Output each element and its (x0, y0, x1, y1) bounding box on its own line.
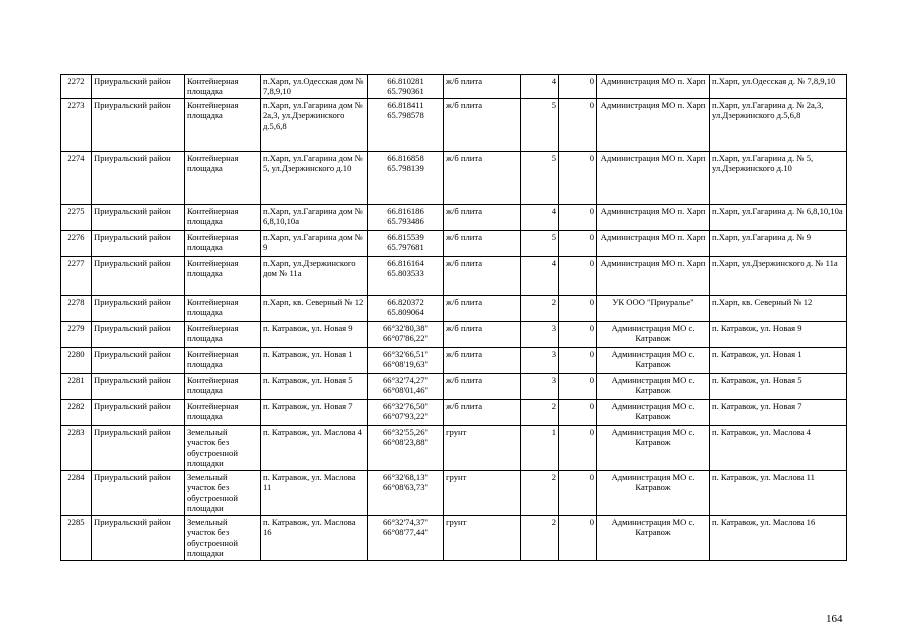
district-cell: Приуральский район (92, 425, 185, 470)
count-cell: 0 (559, 151, 597, 204)
surface-cell: ж/б плита (444, 321, 521, 347)
district-cell: Приуральский район (92, 98, 185, 151)
row-number-cell: 2281 (61, 373, 92, 399)
count-cell: 0 (559, 470, 597, 515)
coordinates-cell: 66°32'80,38" 66°07'86,22" (368, 321, 444, 347)
coordinates-cell: 66°32'66,51" 66°08'19,63" (368, 347, 444, 373)
site-type-cell: Контейнерная площадка (185, 295, 261, 321)
site-type-cell: Контейнерная площадка (185, 98, 261, 151)
surface-cell: ж/б плита (444, 399, 521, 425)
coordinates-cell: 66.816186 65.793486 (368, 204, 444, 230)
table-row (61, 75, 847, 99)
surface-cell: ж/б плита (444, 373, 521, 399)
row-number-cell: 2275 (61, 204, 92, 230)
row-number-cell: 2273 (61, 98, 92, 151)
count-cell: 0 (559, 515, 597, 560)
served-objects-cell: п.Харп, ул.Одесская д. № 7,8,9,10 (710, 75, 847, 99)
surface-cell: ж/б плита (444, 151, 521, 204)
table-body (61, 75, 847, 561)
owner-cell: Администрация МО с. Катравож (597, 470, 710, 515)
district-cell: Приуральский район (92, 75, 185, 99)
site-type-cell: Контейнерная площадка (185, 230, 261, 256)
site-type-cell: Земельный участок без обустроенной площадки (185, 470, 261, 515)
coordinates-cell: 66°32'74,37" 66°08'77,44" (368, 515, 444, 560)
coordinates-cell: 66.810281 65.790361 (368, 75, 444, 99)
district-cell: Приуральский район (92, 230, 185, 256)
coordinates-cell: 66°32'55,26" 66°08'23,88" (368, 425, 444, 470)
coordinates-cell: 66.815539 65.797681 (368, 230, 444, 256)
table-row (61, 256, 847, 295)
served-objects-cell: п. Катравож, ул. Маслова 4 (710, 425, 847, 470)
served-objects-cell: п. Катравож, ул. Новая 1 (710, 347, 847, 373)
served-objects-cell: п.Харп, ул.Гагарина д. № 2а,3, ул.Дзержинского д.5,6,8 (710, 98, 847, 151)
surface-cell: ж/б плита (444, 204, 521, 230)
district-cell: Приуральский район (92, 256, 185, 295)
coordinates-cell: 66°32'76,50" 66°07'93,22" (368, 399, 444, 425)
area-cell: 2 (521, 295, 559, 321)
table-row (61, 295, 847, 321)
surface-cell: ж/б плита (444, 295, 521, 321)
address-cell: п.Харп, ул.Гагарина дом № 6,8,10,10а (261, 204, 368, 230)
area-cell: 2 (521, 515, 559, 560)
address-cell: п.Харп, ул.Дзержинского дом № 11а (261, 256, 368, 295)
served-objects-cell: п.Харп, кв. Северный № 12 (710, 295, 847, 321)
owner-cell: Администрация МО с. Катравож (597, 347, 710, 373)
row-number-cell: 2283 (61, 425, 92, 470)
count-cell: 0 (559, 98, 597, 151)
district-cell: Приуральский район (92, 470, 185, 515)
table-row (61, 347, 847, 373)
coordinates-cell: 66°32'74,27" 66°08'01,46" (368, 373, 444, 399)
area-cell: 5 (521, 230, 559, 256)
row-number-cell: 2274 (61, 151, 92, 204)
surface-cell: грунт (444, 515, 521, 560)
address-cell: п. Катравож, ул. Маслова 11 (261, 470, 368, 515)
area-cell: 4 (521, 256, 559, 295)
address-cell: п.Харп, ул.Одесская дом № 7,8,9,10 (261, 75, 368, 99)
surface-cell: ж/б плита (444, 230, 521, 256)
register-table (60, 74, 847, 561)
served-objects-cell: п.Харп, ул.Гагарина д. № 5, ул.Дзержинского д.10 (710, 151, 847, 204)
owner-cell: Администрация МО п. Харп (597, 256, 710, 295)
area-cell: 1 (521, 425, 559, 470)
site-type-cell: Контейнерная площадка (185, 256, 261, 295)
address-cell: п. Катравож, ул. Новая 7 (261, 399, 368, 425)
table-row (61, 373, 847, 399)
district-cell: Приуральский район (92, 347, 185, 373)
area-cell: 4 (521, 75, 559, 99)
owner-cell: Администрация МО с. Катравож (597, 321, 710, 347)
page-number: 164 (826, 613, 843, 625)
row-number-cell: 2284 (61, 470, 92, 515)
site-type-cell: Контейнерная площадка (185, 399, 261, 425)
site-type-cell: Контейнерная площадка (185, 347, 261, 373)
row-number-cell: 2277 (61, 256, 92, 295)
coordinates-cell: 66.820372 65.809064 (368, 295, 444, 321)
surface-cell: ж/б плита (444, 75, 521, 99)
served-objects-cell: п. Катравож, ул. Новая 9 (710, 321, 847, 347)
district-cell: Приуральский район (92, 151, 185, 204)
table-row (61, 230, 847, 256)
row-number-cell: 2282 (61, 399, 92, 425)
owner-cell: УК ООО "Приуралье" (597, 295, 710, 321)
address-cell: п.Харп, ул.Гагарина дом № 9 (261, 230, 368, 256)
area-cell: 3 (521, 373, 559, 399)
coordinates-cell: 66°32'68,13" 66°08'63,73" (368, 470, 444, 515)
table-row (61, 515, 847, 560)
owner-cell: Администрация МО п. Харп (597, 151, 710, 204)
owner-cell: Администрация МО с. Катравож (597, 515, 710, 560)
address-cell: п. Катравож, ул. Новая 1 (261, 347, 368, 373)
area-cell: 4 (521, 204, 559, 230)
surface-cell: ж/б плита (444, 98, 521, 151)
served-objects-cell: п. Катравож, ул. Новая 7 (710, 399, 847, 425)
area-cell: 2 (521, 470, 559, 515)
surface-cell: ж/б плита (444, 256, 521, 295)
address-cell: п. Катравож, ул. Маслова 4 (261, 425, 368, 470)
served-objects-cell: п. Катравож, ул. Маслова 16 (710, 515, 847, 560)
surface-cell: грунт (444, 425, 521, 470)
count-cell: 0 (559, 425, 597, 470)
owner-cell: Администрация МО с. Катравож (597, 399, 710, 425)
count-cell: 0 (559, 75, 597, 99)
count-cell: 0 (559, 373, 597, 399)
district-cell: Приуральский район (92, 295, 185, 321)
row-number-cell: 2280 (61, 347, 92, 373)
owner-cell: Администрация МО п. Харп (597, 230, 710, 256)
coordinates-cell: 66.816858 65.798139 (368, 151, 444, 204)
site-type-cell: Контейнерная площадка (185, 321, 261, 347)
table-row (61, 470, 847, 515)
area-cell: 3 (521, 321, 559, 347)
served-objects-cell: п.Харп, ул.Гагарина д. № 9 (710, 230, 847, 256)
row-number-cell: 2279 (61, 321, 92, 347)
count-cell: 0 (559, 399, 597, 425)
served-objects-cell: п.Харп, ул.Дзержинского д. № 11а (710, 256, 847, 295)
area-cell: 2 (521, 399, 559, 425)
row-number-cell: 2278 (61, 295, 92, 321)
owner-cell: Администрация МО п. Харп (597, 204, 710, 230)
count-cell: 0 (559, 256, 597, 295)
table-row (61, 425, 847, 470)
owner-cell: Администрация МО п. Харп (597, 75, 710, 99)
table-row (61, 399, 847, 425)
owner-cell: Администрация МО п. Харп (597, 98, 710, 151)
coordinates-cell: 66.816164 65.803533 (368, 256, 444, 295)
district-cell: Приуральский район (92, 321, 185, 347)
surface-cell: ж/б плита (444, 347, 521, 373)
area-cell: 5 (521, 98, 559, 151)
row-number-cell: 2272 (61, 75, 92, 99)
district-cell: Приуральский район (92, 399, 185, 425)
address-cell: п.Харп, ул.Гагарина дом № 5, ул.Дзержинского д.10 (261, 151, 368, 204)
site-type-cell: Контейнерная площадка (185, 75, 261, 99)
count-cell: 0 (559, 230, 597, 256)
address-cell: п. Катравож, ул. Маслова 16 (261, 515, 368, 560)
address-cell: п.Харп, кв. Северный № 12 (261, 295, 368, 321)
address-cell: п. Катравож, ул. Новая 9 (261, 321, 368, 347)
table-row (61, 204, 847, 230)
row-number-cell: 2276 (61, 230, 92, 256)
table-row (61, 98, 847, 151)
district-cell: Приуральский район (92, 515, 185, 560)
served-objects-cell: п.Харп, ул.Гагарина д. № 6,8,10,10а (710, 204, 847, 230)
site-type-cell: Контейнерная площадка (185, 373, 261, 399)
served-objects-cell: п. Катравож, ул. Новая 5 (710, 373, 847, 399)
address-cell: п.Харп, ул.Гагарина дом № 2а,3, ул.Дзержинского д.5,6,8 (261, 98, 368, 151)
table-row (61, 321, 847, 347)
site-type-cell: Контейнерная площадка (185, 151, 261, 204)
count-cell: 0 (559, 204, 597, 230)
site-type-cell: Земельный участок без обустроенной площадки (185, 515, 261, 560)
site-type-cell: Контейнерная площадка (185, 204, 261, 230)
count-cell: 0 (559, 295, 597, 321)
area-cell: 5 (521, 151, 559, 204)
count-cell: 0 (559, 321, 597, 347)
count-cell: 0 (559, 347, 597, 373)
owner-cell: Администрация МО с. Катравож (597, 425, 710, 470)
district-cell: Приуральский район (92, 204, 185, 230)
address-cell: п. Катравож, ул. Новая 5 (261, 373, 368, 399)
owner-cell: Администрация МО с. Катравож (597, 373, 710, 399)
coordinates-cell: 66.818411 65.798578 (368, 98, 444, 151)
district-cell: Приуральский район (92, 373, 185, 399)
row-number-cell: 2285 (61, 515, 92, 560)
served-objects-cell: п. Катравож, ул. Маслова 11 (710, 470, 847, 515)
site-type-cell: Земельный участок без обустроенной площадки (185, 425, 261, 470)
area-cell: 3 (521, 347, 559, 373)
surface-cell: грунт (444, 470, 521, 515)
table-row (61, 151, 847, 204)
